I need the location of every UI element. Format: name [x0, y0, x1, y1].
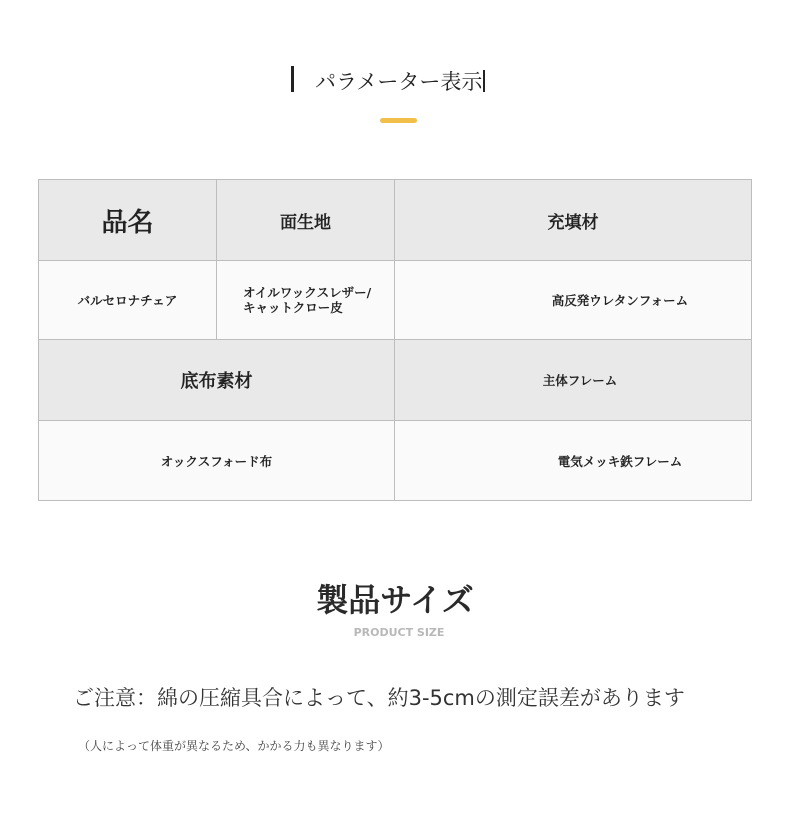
measurement-notice: ご注意：綿の圧縮具合によって、約3-5cmの測定誤差があります	[73, 686, 685, 710]
header-main-frame: 主体フレーム	[395, 340, 752, 421]
header-filling: 充填材	[395, 180, 752, 261]
table-row	[39, 421, 752, 501]
surface-fabric-line2: キャットクロー皮	[243, 300, 343, 315]
accent-underline	[380, 118, 417, 123]
cell-surface-fabric	[217, 261, 395, 340]
cell-product-name: バルセロナチェア	[39, 261, 217, 340]
section-title: パラメーター表示	[315, 66, 485, 96]
surface-fabric-line1: オイルワックスレザー/	[243, 285, 372, 300]
table-row	[39, 261, 752, 340]
size-section-title: 製品サイズ	[316, 581, 474, 619]
cell-bottom-fabric: オックスフォード布	[39, 421, 395, 501]
header-surface-fabric: 面生地	[217, 180, 395, 261]
cell-main-frame: 電気メッキ鉄フレーム	[395, 421, 752, 501]
cell-filling: 高反発ウレタンフォーム	[395, 261, 752, 340]
section-heading	[0, 60, 790, 100]
header-product-name: 品名	[39, 180, 217, 261]
measurement-notice-sub: （人によって体重が異なるため、かかる力も異なります）	[78, 739, 390, 753]
parameter-table	[38, 179, 752, 501]
header-bottom-fabric: 底布素材	[39, 340, 395, 421]
table-row	[39, 340, 752, 421]
table-row	[39, 180, 752, 261]
size-section-subtitle: PRODUCT SIZE	[353, 626, 445, 639]
heading-bar-decoration	[291, 66, 294, 92]
